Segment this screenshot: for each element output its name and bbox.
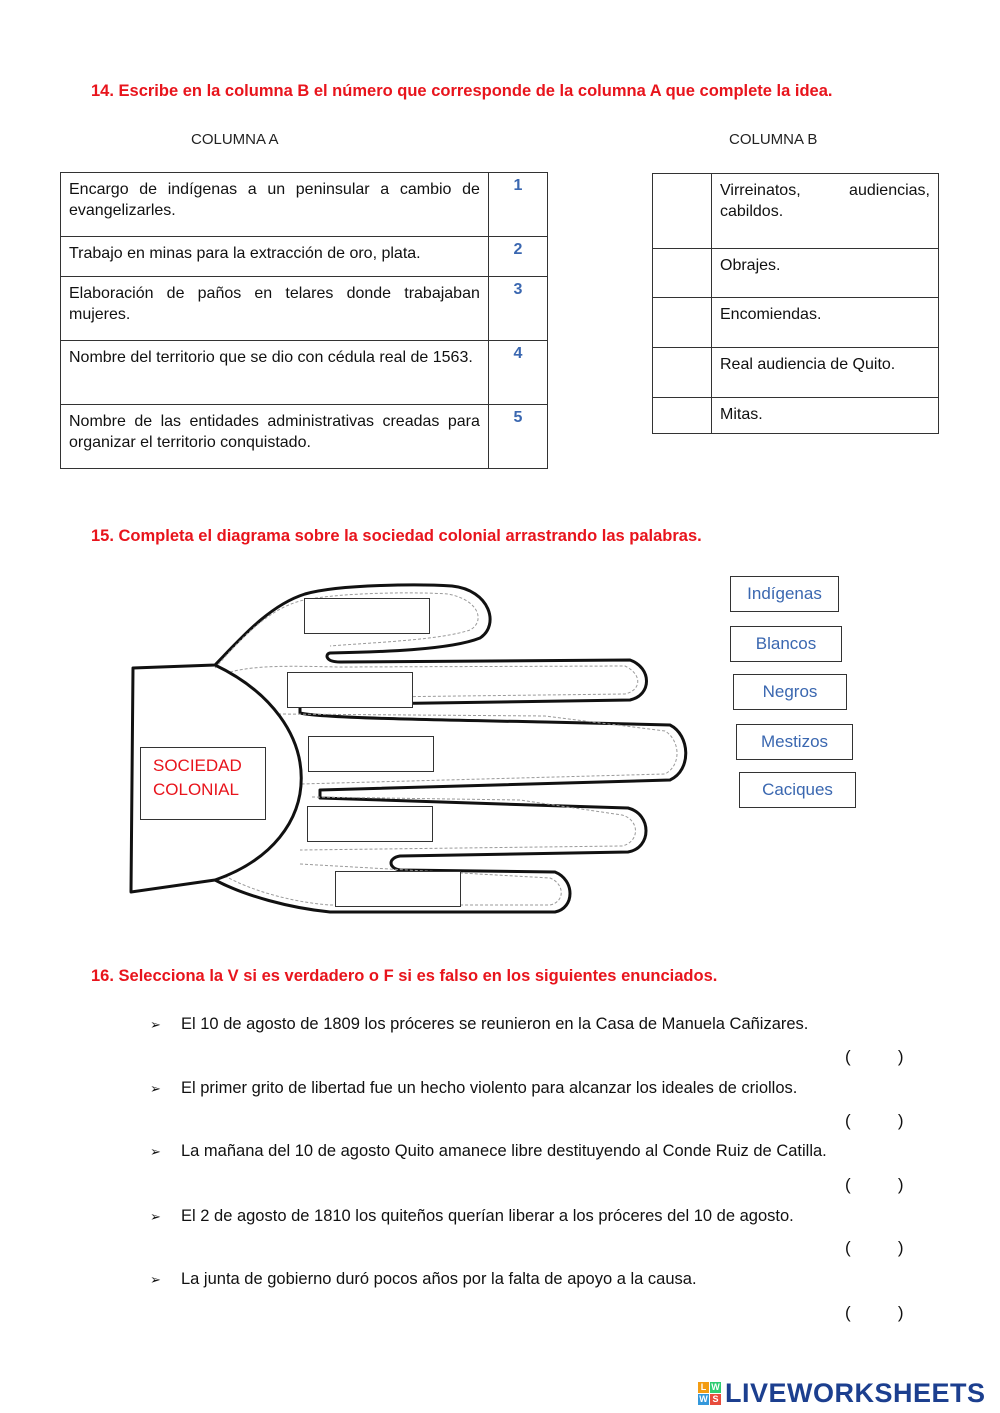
- column-b-text: Encomiendas.: [712, 298, 939, 348]
- column-b-answer-input[interactable]: [653, 249, 712, 298]
- drop-slot-finger-2[interactable]: [287, 672, 413, 708]
- column-b-table: [652, 173, 939, 434]
- statement-text: La mañana del 10 de agosto Quito amanece libre destituyendo al Conde Ruiz de Catilla.: [181, 1142, 827, 1160]
- bullet-arrow-icon: ➢: [150, 1081, 161, 1096]
- column-b-text: Virreinatos, audiencias, cabildos.: [712, 174, 939, 249]
- column-b-answer-input[interactable]: [653, 348, 712, 398]
- column-a-row: [61, 277, 548, 341]
- liveworksheets-logo: [698, 1378, 986, 1409]
- column-b-row: [653, 174, 939, 249]
- statement-text: El 10 de agosto de 1809 los próceres se reunieron en la Casa de Manuela Cañizares.: [181, 1015, 809, 1033]
- column-b-text: Mitas.: [712, 398, 939, 434]
- column-a-row: [61, 405, 548, 469]
- statement-item: [150, 1142, 827, 1161]
- statement-item: [150, 1207, 794, 1226]
- question-14-title: 14. Escribe en la columna B el número que corresponde de la columna A que complete la idea.: [91, 82, 833, 100]
- drag-word-blancos[interactable]: Blancos: [730, 626, 842, 662]
- column-a-number: 1: [488, 173, 547, 237]
- column-a-text: Elaboración de paños en telares donde trabajaban mujeres.: [61, 277, 489, 341]
- bullet-arrow-icon: ➢: [150, 1017, 161, 1032]
- column-a-number: 5: [488, 405, 547, 469]
- column-b-row: [653, 398, 939, 434]
- column-a-number: 2: [488, 237, 547, 277]
- drop-slot-finger-1[interactable]: [304, 598, 430, 634]
- drop-slot-finger-4[interactable]: [307, 806, 433, 842]
- column-a-row: [61, 173, 548, 237]
- column-b-row: [653, 348, 939, 398]
- true-false-answer-box[interactable]: ( ): [845, 1047, 904, 1066]
- drag-word-mestizos[interactable]: Mestizos: [736, 724, 853, 760]
- true-false-answer-box[interactable]: ( ): [845, 1238, 904, 1257]
- bullet-arrow-icon: ➢: [150, 1209, 161, 1224]
- column-b-row: [653, 249, 939, 298]
- sociedad-label-line1: SOCIEDAD: [153, 756, 242, 775]
- bullet-arrow-icon: ➢: [150, 1272, 161, 1287]
- logo-grid-icon: [698, 1382, 721, 1405]
- drag-word-indigenas[interactable]: Indígenas: [730, 576, 839, 612]
- column-a-label: COLUMNA A: [191, 131, 279, 148]
- column-b-answer-input[interactable]: [653, 298, 712, 348]
- statement-text: La junta de gobierno duró pocos años por la falta de apoyo a la causa.: [181, 1270, 697, 1288]
- column-a-number: 3: [488, 277, 547, 341]
- statement-text: El primer grito de libertad fue un hecho violento para alcanzar los ideales de criollos.: [181, 1079, 798, 1097]
- sociedad-colonial-label: [140, 747, 266, 820]
- true-false-answer-box[interactable]: ( ): [845, 1303, 904, 1322]
- column-b-text: Obrajes.: [712, 249, 939, 298]
- logo-tile: S: [710, 1394, 721, 1405]
- column-a-row: [61, 341, 548, 405]
- column-a-row: [61, 237, 548, 277]
- drag-word-negros[interactable]: Negros: [733, 674, 847, 710]
- statement-item: [150, 1270, 697, 1289]
- drop-slot-finger-5[interactable]: [335, 871, 461, 907]
- column-b-label: COLUMNA B: [729, 131, 818, 148]
- logo-text: LIVEWORKSHEETS: [725, 1378, 986, 1408]
- column-a-number: 4: [488, 341, 547, 405]
- column-b-text: Real audiencia de Quito.: [712, 348, 939, 398]
- logo-tile: W: [699, 1394, 708, 1404]
- sociedad-label-line2: COLONIAL: [153, 780, 239, 799]
- question-15-title: 15. Completa el diagrama sobre la sociedad colonial arrastrando las palabras.: [91, 527, 702, 545]
- true-false-answer-box[interactable]: ( ): [845, 1175, 904, 1194]
- column-a-text: Encargo de indígenas a un peninsular a cambio de evangelizarles.: [61, 173, 489, 237]
- column-b-answer-input[interactable]: [653, 398, 712, 434]
- bullet-arrow-icon: ➢: [150, 1144, 161, 1159]
- statement-item: [150, 1079, 797, 1098]
- question-16-title: 16. Selecciona la V si es verdadero o F si es falso en los siguientes enunciados.: [91, 967, 718, 985]
- drop-slot-finger-3[interactable]: [308, 736, 434, 772]
- column-a-text: Nombre de las entidades administrativas creadas para organizar el territorio conquistado.: [61, 405, 489, 469]
- column-a-text: Trabajo en minas para la extracción de oro, plata.: [61, 237, 489, 277]
- logo-tile: W: [711, 1382, 720, 1392]
- statement-text: El 2 de agosto de 1810 los quiteños querían liberar a los próceres del 10 de agosto.: [181, 1207, 794, 1225]
- drag-word-caciques[interactable]: Caciques: [739, 772, 856, 808]
- statement-item: [150, 1015, 808, 1034]
- true-false-answer-box[interactable]: ( ): [845, 1111, 904, 1130]
- logo-tile: L: [698, 1382, 709, 1393]
- column-a-table: [60, 172, 548, 469]
- column-a-text: Nombre del territorio que se dio con cédula real de 1563.: [61, 341, 489, 405]
- column-b-answer-input[interactable]: [653, 174, 712, 249]
- column-b-row: [653, 298, 939, 348]
